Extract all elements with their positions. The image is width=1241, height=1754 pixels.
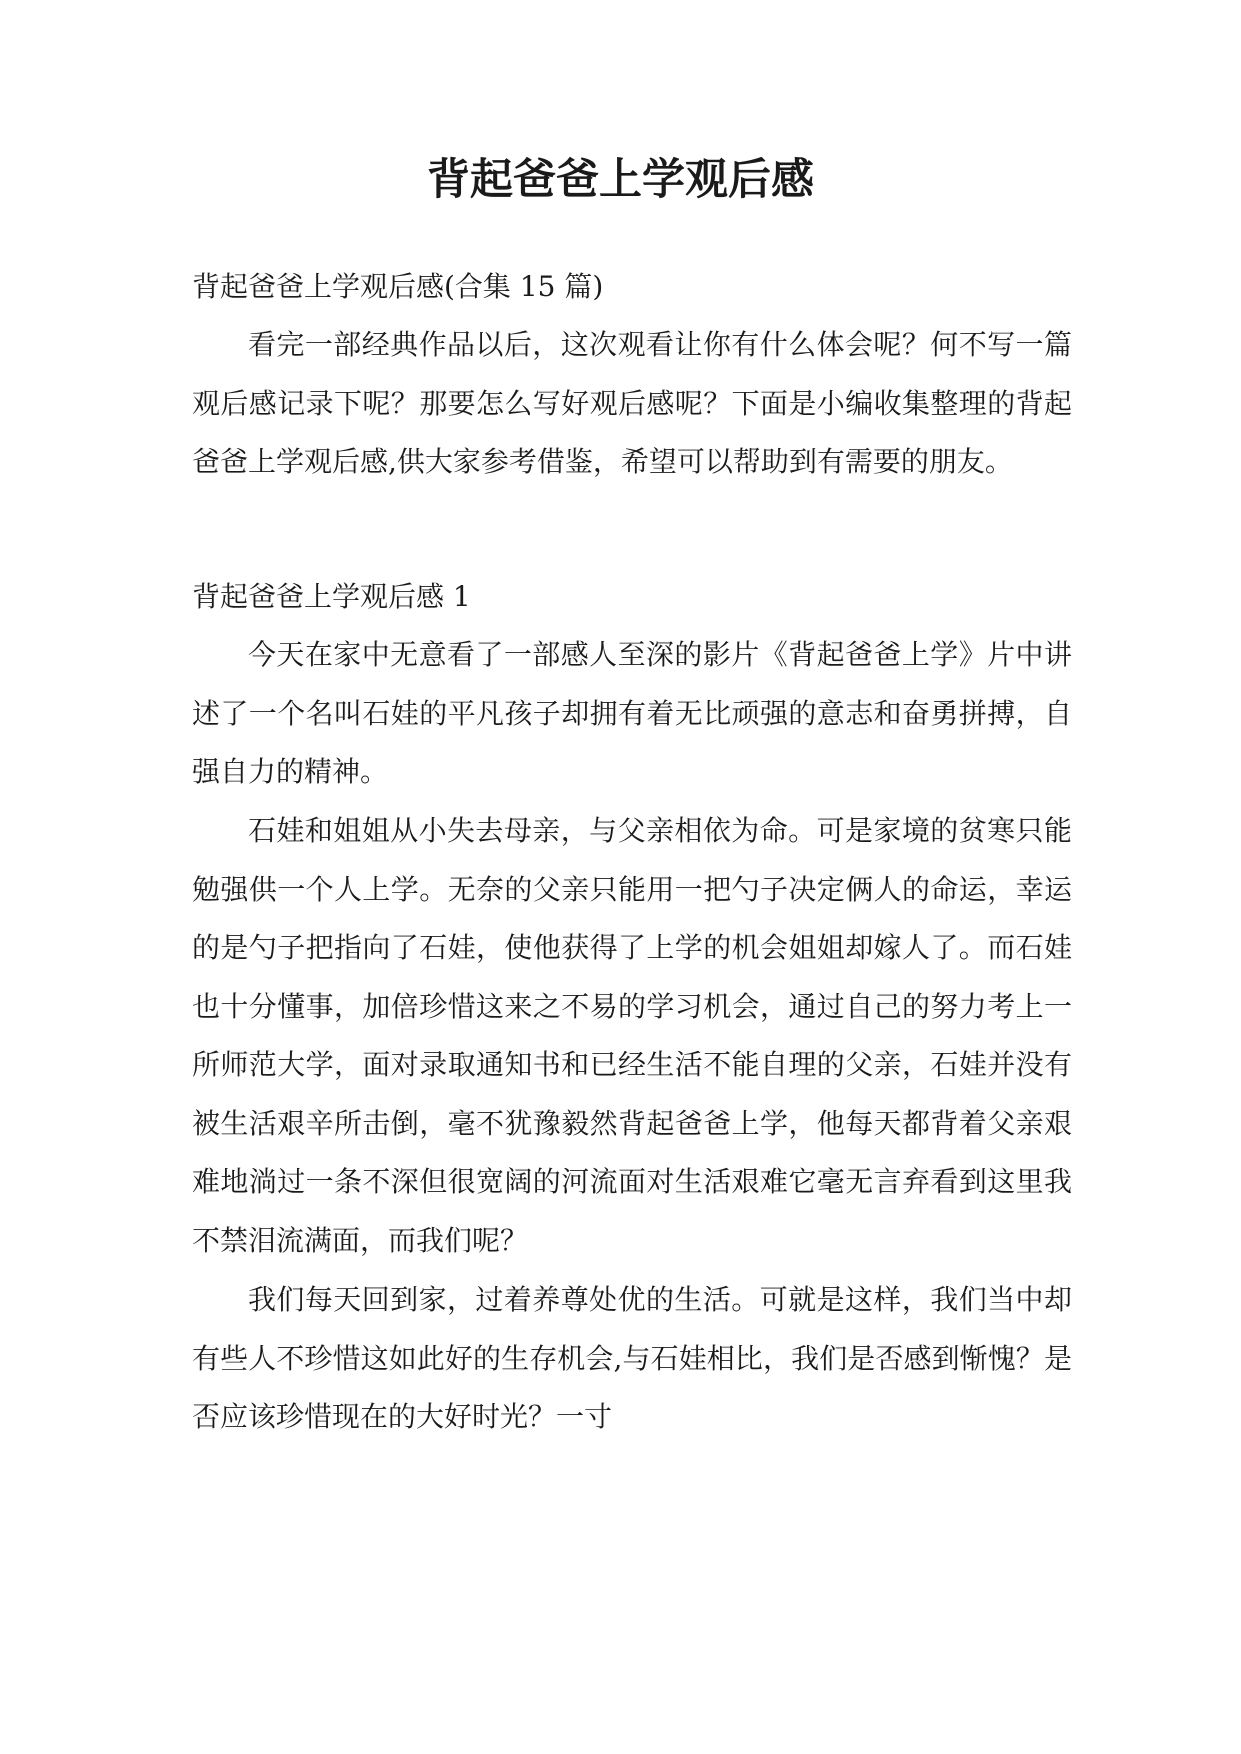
body-paragraph-2: 石娃和姐姐从小失去母亲，与父亲相依为命。可是家境的贫寒只能勉强供一个人上学。无奈的父亲只能用一把勺子决定俩人的命运，幸运的是勺子把指向了石娃，使他获得了上学的机会姐姐却嫁人了。而石娃也十分懂事，加倍珍惜这来之不易的学习机会，通过自己的努力考上一所师范大学，面对录取通知书和已经生活不能自理的父亲，石娃并没有被生活艰辛所击倒，毫不犹豫毅然背起爸爸上学，他每天都背着父亲艰难地淌过一条不深但很宽阔的河流面对生活艰难它毫无言弃看到这里我不禁泪流满面，而我们呢？ [192, 814, 1072, 1257]
document-subtitle: 背起爸爸上学观后感(合集 15 篇) [192, 270, 604, 303]
body-paragraph-3: 我们每天回到家，过着养尊处优的生活。可就是这样，我们当中却有些人不珍惜这如此好的生存机会,与石娃相比，我们是否感到惭愧？是否应该珍惜现在的大好时光？一寸 [192, 1283, 1072, 1433]
intro-paragraph: 看完一部经典作品以后，这次观看让你有什么体会呢？何不写一篇观后感记录下呢？那要怎么写好观后感呢？下面是小编收集整理的背起爸爸上学观后感,供大家参考借鉴，希望可以帮助到有需要的朋友。 [192, 328, 1072, 478]
section-heading: 背起爸爸上学观后感 1 [192, 580, 471, 613]
body-paragraph-1: 今天在家中无意看了一部感人至深的影片《背起爸爸上学》片中讲述了一个名叫石娃的平凡孩子却拥有着无比顽强的意志和奋勇拼搏，自强自力的精神。 [192, 638, 1072, 788]
document-title: 背起爸爸上学观后感 [427, 155, 814, 205]
